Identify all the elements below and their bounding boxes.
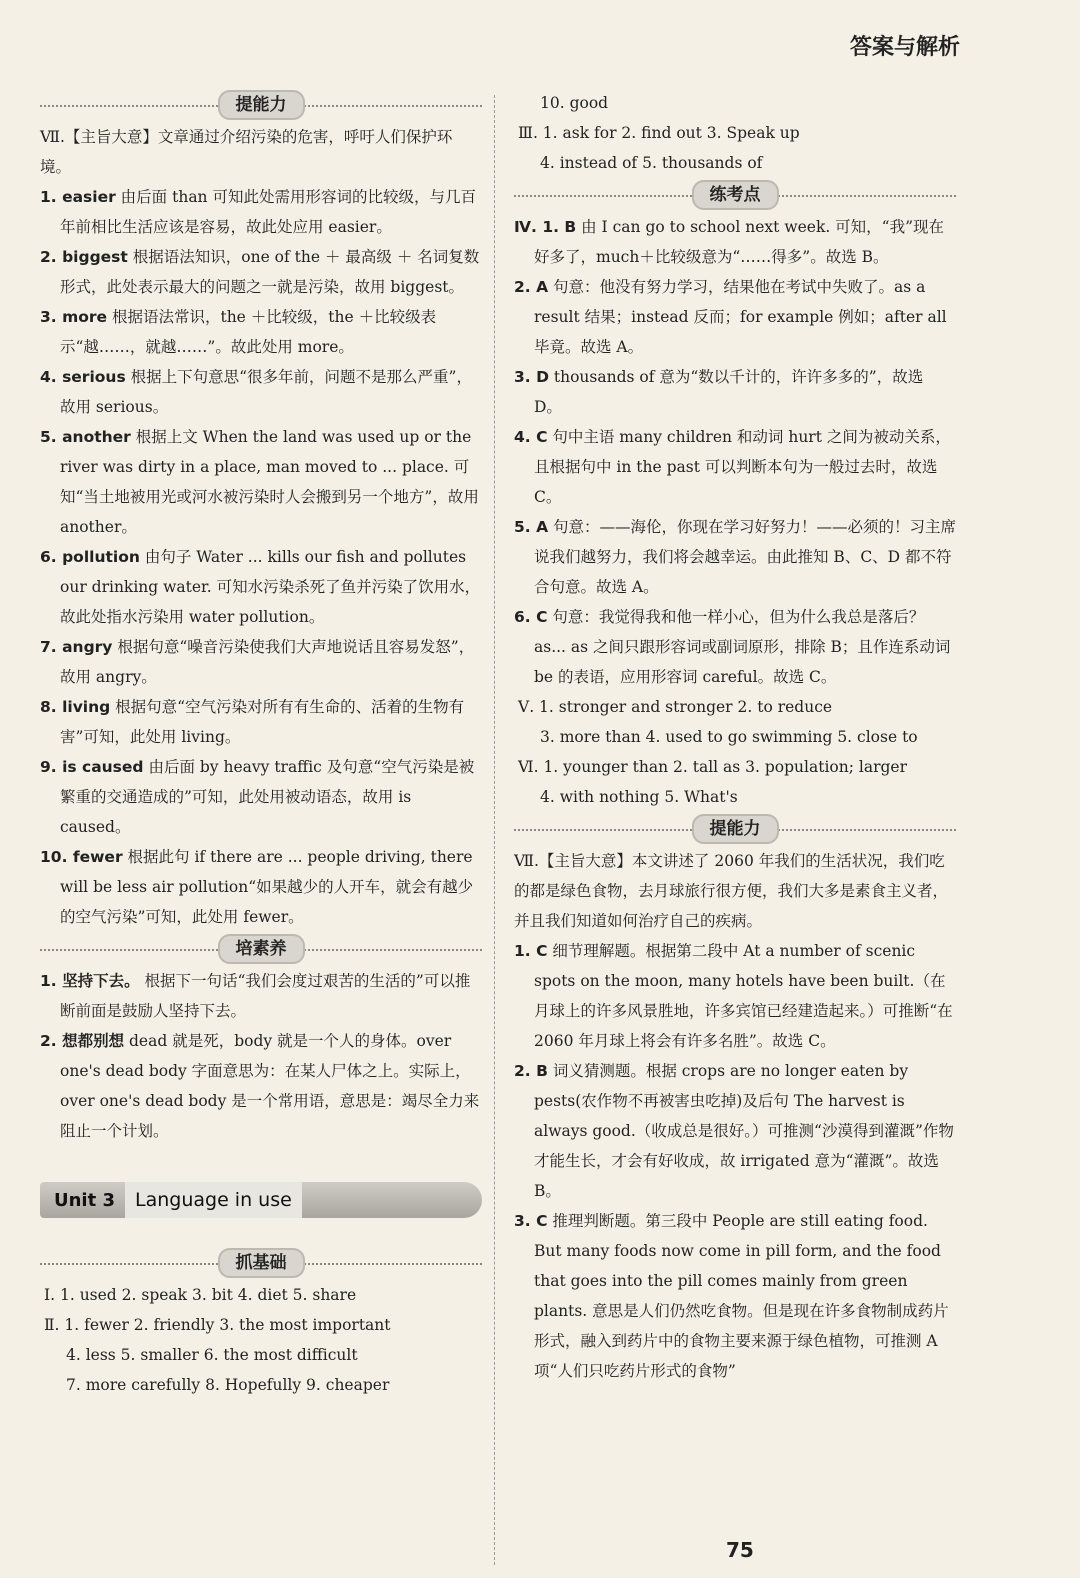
answer-item: 4. C 句中主语 many children 和动词 hurt 之间为被动关系，且根据句中 in the past 可以判断本句为一般过去时，故选 C。 (514, 428, 951, 506)
left-column (40, 88, 482, 1400)
answer-row: 7. more carefully 8. Hopefully 9. cheaper (66, 1376, 390, 1394)
answer-row: 4. with nothing 5. What's (540, 788, 738, 806)
answer-item: 4. serious 根据上下句意思“很多年前，问题不是那么严重”，故用 serious。 (40, 368, 472, 416)
summary-paragraph: Ⅶ.【主旨大意】文章通过介绍污染的危害，呼吁人们保护环境。 (40, 128, 453, 176)
right-column (514, 88, 956, 1386)
answer-row: Ⅴ. 1. stronger and stronger 2. to reduce (518, 698, 833, 716)
answer-item: 9. is caused 由后面 by heavy traffic 及句意“空气污染是被繁重的交通造成的”可知，此处用被动语态，故用 is caused。 (40, 758, 475, 836)
answer-row: Ⅵ. 1. younger than 2. tall as 3. population; larger (518, 758, 907, 776)
section-heading: 提能力 (40, 90, 482, 120)
answer-item: 2. A 句意：他没有努力学习，结果他在考试中失败了。as a result 结果；instead 反而；for example 例如；after all 毕竟。故选 A。 (514, 278, 947, 356)
answer-item: 10. fewer 根据此句 if there are ... people driving, there will be less air pollution“如果越少的人开车，就会有越少的空气污染”可知，此处用 fewer。 (40, 848, 474, 926)
section-heading: 抓基础 (40, 1248, 482, 1278)
answer-item: 2. 想都别想 dead 就是死，body 就是一个人的身体。over one's dead body 字面意思为：在某人尸体之上。实际上，over one's dead body 是一个常用语，意思是：竭尽全力来阻止一个计划。 (40, 1032, 480, 1140)
answer-item: 3. more 根据语法常识，the ＋比较级，the ＋比较级表示“越……，就越……”。故此处用 more。 (40, 308, 437, 356)
answer-item: 3. C 推理判断题。第三段中 People are still eating food. But many foods now come in pill form, and the food that goes into the pill comes mainly from green plants. 意思是人们仍然吃食物。但是现在许多食物制成药片形式，融入到药片中的食物主要来源于绿色植物，可推测 A 项“人们只吃药片形式的食物” (514, 1212, 949, 1380)
answer-row: Ⅰ. 1. used 2. speak 3. bit 4. diet 5. share (44, 1286, 357, 1304)
unit-tag: Unit 3 (54, 1190, 115, 1211)
answer-item: 3. D thousands of 意为“数以千计的，许许多多的”，故选 D。 (514, 368, 924, 416)
answer-row: Ⅱ. 1. fewer 2. friendly 3. the most important (44, 1316, 391, 1334)
answer-item: 2. biggest 根据语法知识，one of the ＋ 最高级 ＋ 名词复数形式，此处表示最大的问题之一就是污染，故用 biggest。 (40, 248, 480, 296)
answer-item: 2. B 词义猜测题。根据 crops are no longer eaten by pests(农作物不再被害虫吃掉)及后句 The harvest is always good.（收成总是很好。）可推测“沙漠得到灌溉”作物才能生长，才会有好收成，故 irrigated 意为“灌溉”。故选 B。 (514, 1062, 954, 1200)
unit-banner (40, 1182, 482, 1218)
summary-paragraph: Ⅶ.【主旨大意】本文讲述了 2060 年我们的生活状况，我们吃的都是绿色食物，去月球旅行很方便，我们大多是素食主义者，并且我们知道如何治疗自己的疾病。 (514, 852, 949, 930)
answer-item: 6. C 句意：我觉得我和他一样小心，但为什么我总是落后？as... as 之间只跟形容词或副词原形，排除 B；且作连系动词 be 的表语，应用形容词 careful。故选 C。 (514, 608, 951, 686)
page-header: 答案与解析 (849, 35, 960, 60)
section-heading: 提能力 (514, 814, 956, 844)
section-heading: 培素养 (40, 934, 482, 964)
unit-title: Language in use (125, 1182, 302, 1218)
answer-list (40, 182, 482, 932)
page-number: 75 (726, 1538, 754, 1562)
answer-item: 1. 坚持下去。 根据下一句话“我们会度过艰苦的生活的”可以推断前面是鼓励人坚持下去。 (40, 972, 471, 1020)
answer-item: 8. living 根据句意“空气污染对所有有生命的、活着的生物有害”可知，此处用 living。 (40, 698, 465, 746)
answer-item: 5. A 句意：——海伦，你现在学习好努力！——必须的！习主席说我们越努力，我们将会越幸运。由此推知 B、C、D 都不符合句意。故选 A。 (514, 518, 957, 596)
answer-row: Ⅲ. 1. ask for 2. find out 3. Speak up (518, 124, 800, 142)
answer-row: 3. more than 4. used to go swimming 5. close to (540, 728, 918, 746)
answer-item: 6. pollution 由句子 Water ... kills our fish and pollutes our drinking water. 可知水污染杀死了鱼并污染了饮用水，故此处指水污染用 water pollution。 (40, 548, 481, 626)
column-divider (494, 95, 495, 1565)
answer-row: 4. less 5. smaller 6. the most difficult (66, 1346, 358, 1364)
answer-row: 10. good (540, 94, 609, 112)
answer-item: 1. C 细节理解题。根据第二段中 At a number of scenic spots on the moon, many hotels have been built.（在月球上的许多风景胜地，许多宾馆已经建造起来。）可推断“在 2060 年月球上将会有许多名胜”。故选 C。 (514, 942, 953, 1050)
answer-item: 7. angry 根据句意“噪音污染使我们大声地说话且容易发怒”，故用 angry。 (40, 638, 475, 686)
answer-row: 4. instead of 5. thousands of (540, 154, 763, 172)
answer-item: 1. easier 由后面 than 可知此处需用形容词的比较级，与几百年前相比生活应该是容易，故此处应用 easier。 (40, 188, 476, 236)
answer-item: 5. another 根据上文 When the land was used up or the river was dirty in a place, man moved to ... place. 可知“当土地被用光或河水被污染时人会搬到另一个地方”，故用 another。 (40, 428, 479, 536)
section-heading: 练考点 (514, 180, 956, 210)
answer-item: Ⅳ. 1. B 由 I can go to school next week. 可知，“我”现在好多了，much＋比较级意为“……得多”。故选 B。 (514, 218, 945, 266)
